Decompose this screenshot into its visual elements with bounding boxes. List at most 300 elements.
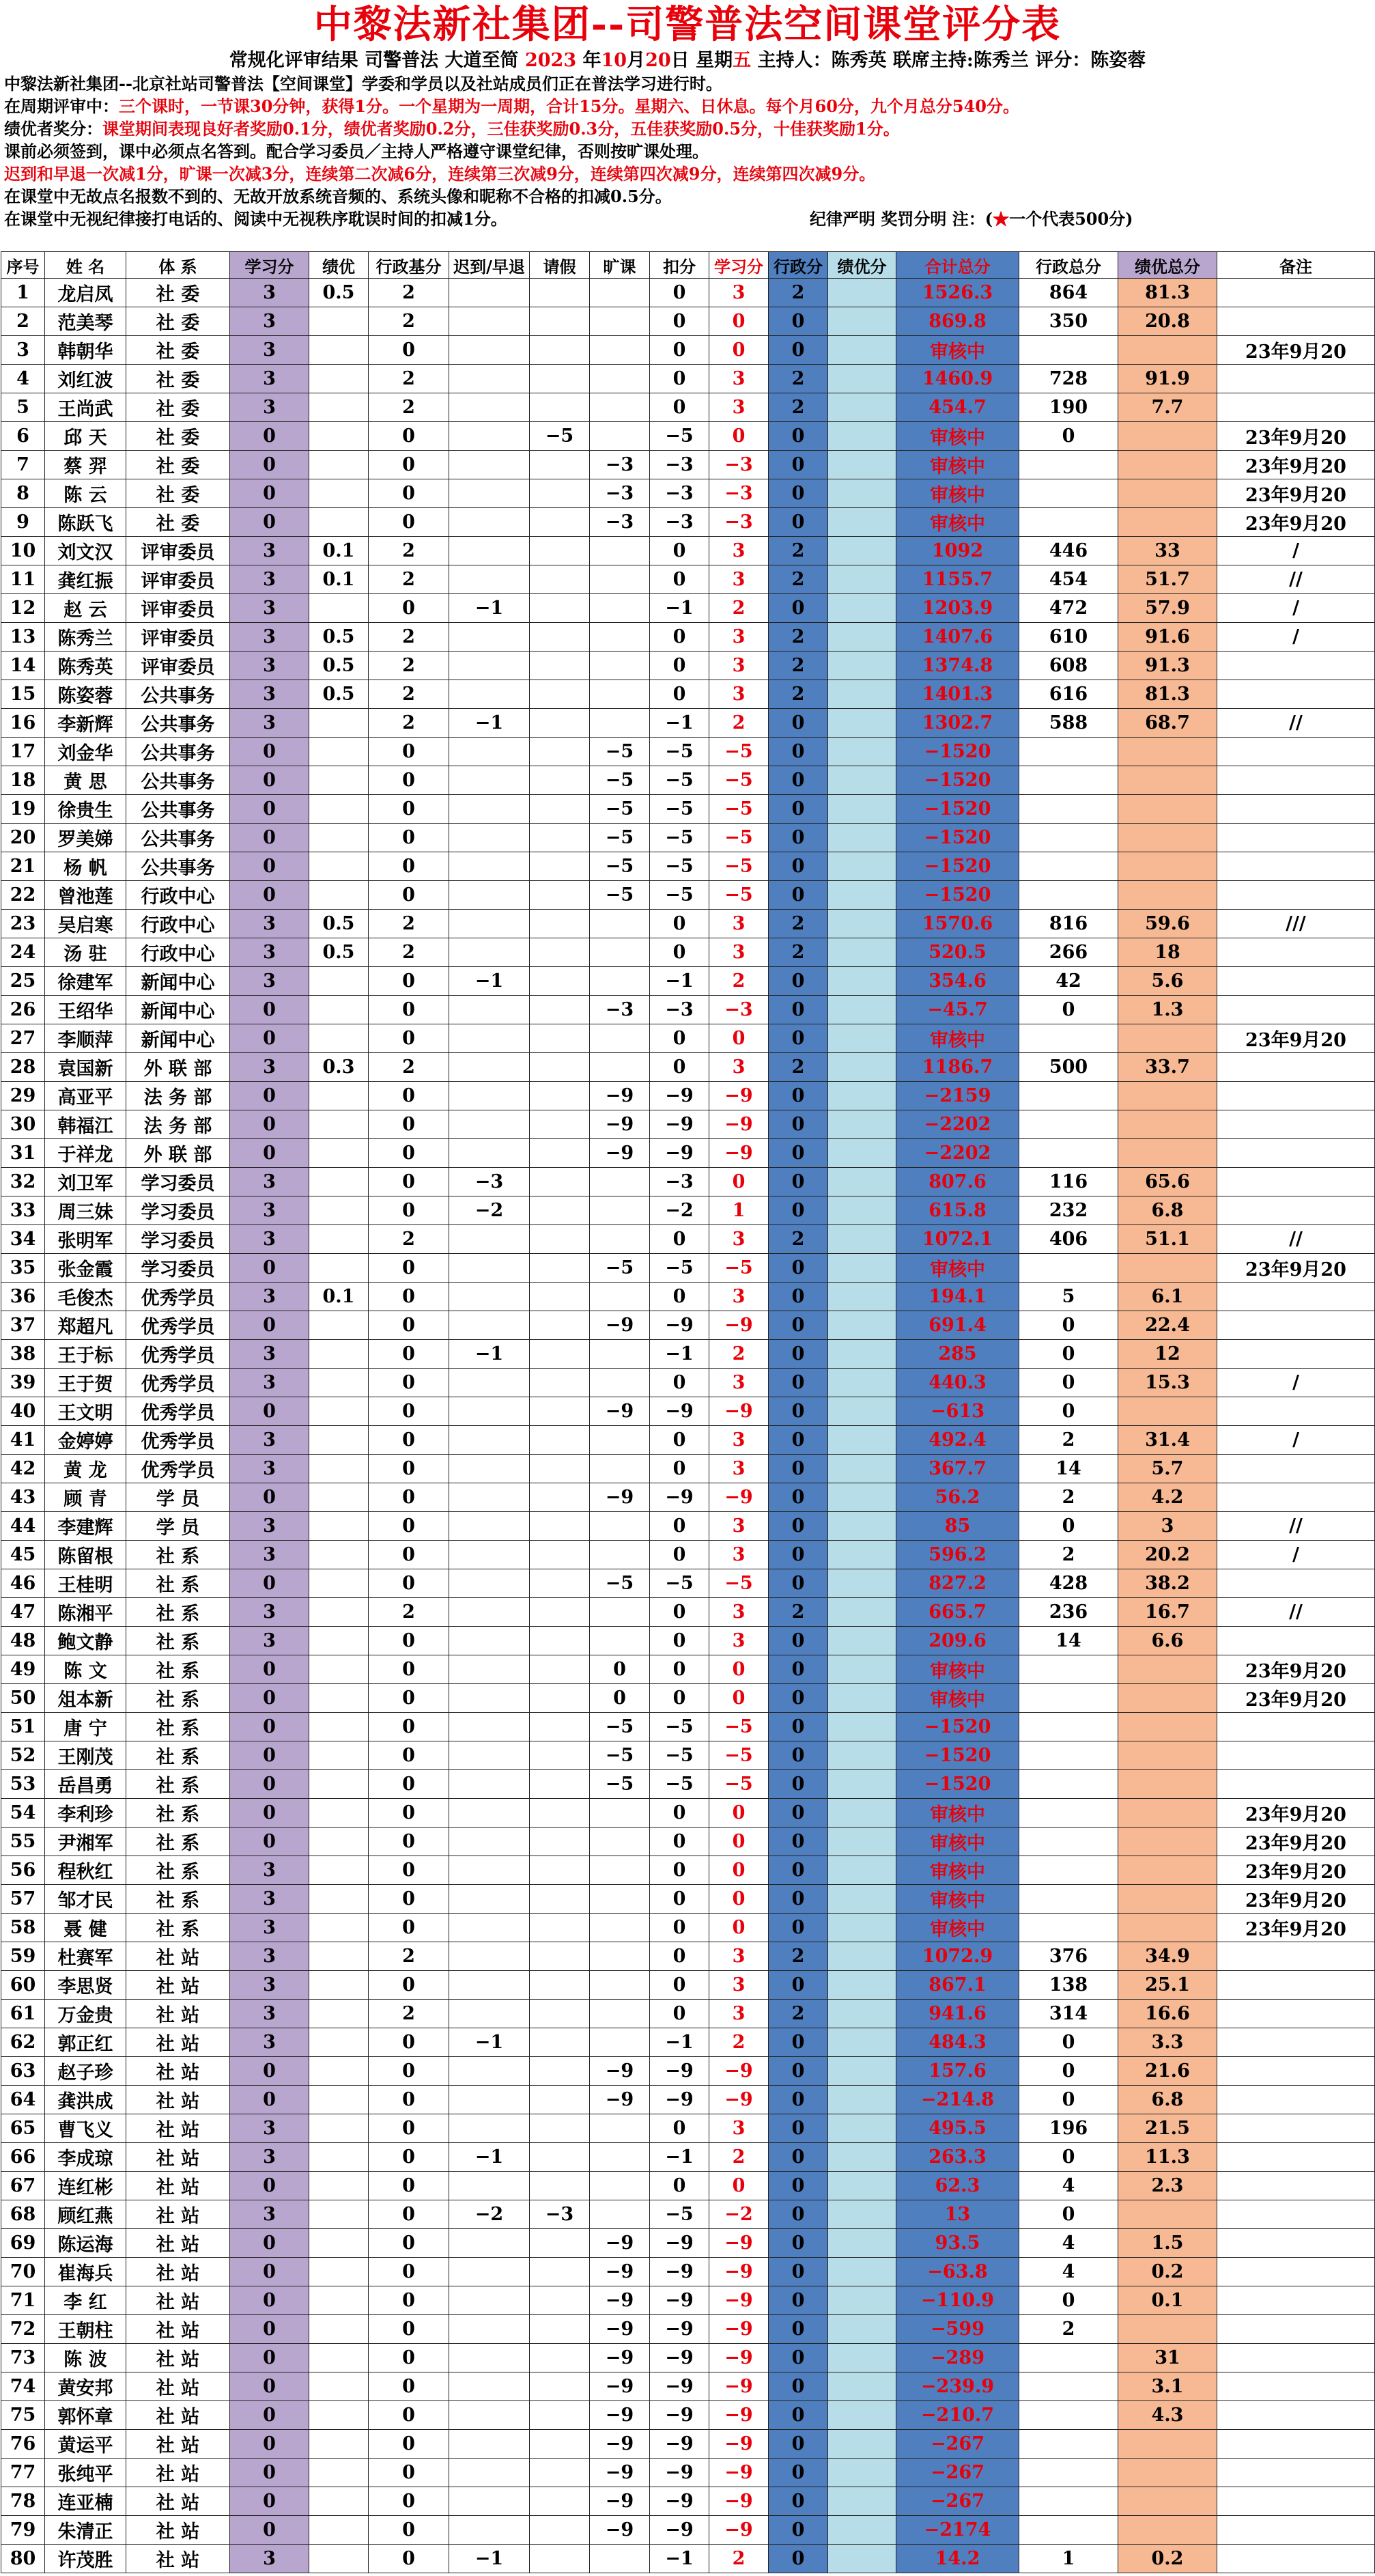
- cell-leave: [530, 2545, 590, 2573]
- cell-total: 13: [896, 2200, 1019, 2229]
- cell-study-score: 0: [230, 1024, 309, 1053]
- cell-admin-base: 0: [369, 1655, 449, 1684]
- table-row: [1, 1369, 1375, 1397]
- cell-system: 社 委: [126, 365, 230, 393]
- cell-seq: 41: [1, 1426, 45, 1455]
- cell-admin-base: 0: [369, 1971, 449, 2000]
- cell-study-points: −9: [709, 1483, 769, 1512]
- cell-admin-total: [1019, 852, 1118, 881]
- cell-seq: 42: [1, 1455, 45, 1483]
- table-row: [1, 1110, 1375, 1139]
- cell-total: 审核中: [896, 1655, 1019, 1684]
- cell-deduct: 0: [650, 565, 709, 594]
- table-row: [1, 1655, 1375, 1684]
- cell-admin-points: 0: [769, 2487, 828, 2516]
- cell-remark: [1217, 1196, 1375, 1225]
- table-row: [1, 451, 1375, 479]
- cell-merit: [309, 2229, 369, 2258]
- cell-merit-total: [1118, 1397, 1217, 1426]
- cell-seq: 38: [1, 1340, 45, 1369]
- cell-absent: −5: [590, 1254, 650, 1283]
- cell-absent: [590, 1283, 650, 1311]
- cell-name: 周三妹: [45, 1196, 126, 1225]
- cell-admin-base: 0: [369, 2028, 449, 2057]
- cell-name: 曾池莲: [45, 881, 126, 910]
- cell-admin-points: 0: [769, 2114, 828, 2143]
- table-row: [1, 537, 1375, 565]
- cell-remark: [1217, 393, 1375, 422]
- cell-merit: [309, 2344, 369, 2372]
- cell-merit-total: 16.7: [1118, 1598, 1217, 1627]
- cell-admin-base: 0: [369, 1168, 449, 1196]
- cell-study-points: 0: [709, 1914, 769, 1942]
- cell-leave: [530, 1053, 590, 1082]
- cell-merit-total: [1118, 1856, 1217, 1885]
- cell-leave: [530, 2372, 590, 2401]
- cell-merit-points: [828, 1196, 896, 1225]
- cell-system: 社 站: [126, 2516, 230, 2545]
- cell-late-early: −1: [449, 2028, 530, 2057]
- cell-seq: 67: [1, 2172, 45, 2200]
- cell-seq: 74: [1, 2372, 45, 2401]
- cell-study-points: −9: [709, 2487, 769, 2516]
- cell-study-points: 3: [709, 1426, 769, 1455]
- cell-study-score: 0: [230, 2516, 309, 2545]
- cell-leave: [530, 1971, 590, 2000]
- cell-merit-points: [828, 766, 896, 795]
- cell-seq: 22: [1, 881, 45, 910]
- cell-remark: [1217, 2487, 1375, 2516]
- cell-total: −613: [896, 1397, 1019, 1426]
- cell-leave: [530, 2459, 590, 2487]
- cell-seq: 55: [1, 1828, 45, 1856]
- table-row: [1, 1397, 1375, 1426]
- cell-admin-points: 2: [769, 537, 828, 565]
- cell-name: 李成琼: [45, 2143, 126, 2172]
- cell-admin-total: 608: [1019, 652, 1118, 680]
- cell-merit-total: 20.2: [1118, 1541, 1217, 1569]
- table-row: [1, 2286, 1375, 2315]
- cell-name: 陈运海: [45, 2229, 126, 2258]
- cell-study-score: 0: [230, 1254, 309, 1283]
- cell-total: 615.8: [896, 1196, 1019, 1225]
- cell-absent: −9: [590, 2344, 650, 2372]
- cell-study-score: 0: [230, 1569, 309, 1598]
- cell-seq: 21: [1, 852, 45, 881]
- cell-leave: [530, 1455, 590, 1483]
- cell-merit: 0.5: [309, 623, 369, 652]
- cell-deduct: 0: [650, 1655, 709, 1684]
- cell-remark: [1217, 1397, 1375, 1426]
- cell-total: 807.6: [896, 1168, 1019, 1196]
- cell-merit: [309, 1483, 369, 1512]
- cell-remark: 23年9月20: [1217, 1684, 1375, 1713]
- cell-system: 社 站: [126, 2430, 230, 2459]
- cell-remark: [1217, 1627, 1375, 1655]
- note-line-3: [4, 117, 1371, 140]
- cell-name: 朱清正: [45, 2516, 126, 2545]
- cell-merit-total: 91.9: [1118, 365, 1217, 393]
- cell-study-points: −9: [709, 2086, 769, 2114]
- cell-merit: [309, 2143, 369, 2172]
- cell-absent: −9: [590, 1483, 650, 1512]
- cell-remark: [1217, 1082, 1375, 1110]
- cell-merit-total: 51.1: [1118, 1225, 1217, 1254]
- table-row: [1, 1512, 1375, 1541]
- cell-merit-total: 91.3: [1118, 652, 1217, 680]
- cell-merit: [309, 1426, 369, 1455]
- cell-absent: [590, 1942, 650, 1971]
- cell-remark: 23年9月20: [1217, 1655, 1375, 1684]
- cell-merit-points: [828, 938, 896, 967]
- cell-merit: 0.5: [309, 279, 369, 307]
- cell-merit: [309, 1971, 369, 2000]
- cell-merit-points: [828, 2028, 896, 2057]
- cell-absent: −3: [590, 479, 650, 508]
- cell-deduct: −9: [650, 2229, 709, 2258]
- cell-name: 陈秀英: [45, 652, 126, 680]
- cell-merit-total: 31: [1118, 2344, 1217, 2372]
- cell-merit-points: [828, 1311, 896, 1340]
- cell-absent: [590, 709, 650, 738]
- cell-admin-total: [1019, 1684, 1118, 1713]
- cell-remark: [1217, 680, 1375, 709]
- cell-admin-total: 266: [1019, 938, 1118, 967]
- header-name: 姓 名: [45, 252, 126, 279]
- cell-merit-points: [828, 2516, 896, 2545]
- cell-admin-total: 454: [1019, 565, 1118, 594]
- cell-absent: 0: [590, 1684, 650, 1713]
- header-merit: 绩优: [309, 252, 369, 279]
- cell-deduct: −9: [650, 1397, 709, 1426]
- cell-admin-total: 1: [1019, 2545, 1118, 2573]
- cell-total: 157.6: [896, 2057, 1019, 2086]
- table-row: [1, 1311, 1375, 1340]
- cell-admin-points: 0: [769, 2143, 828, 2172]
- cell-seq: 7: [1, 451, 45, 479]
- cell-study-score: 3: [230, 365, 309, 393]
- cell-name: 万金贵: [45, 2000, 126, 2028]
- cell-admin-total: [1019, 1082, 1118, 1110]
- cell-merit: [309, 594, 369, 623]
- cell-absent: −5: [590, 795, 650, 824]
- cell-leave: [530, 938, 590, 967]
- cell-remark: 23年9月20: [1217, 479, 1375, 508]
- cell-remark: [1217, 1139, 1375, 1168]
- cell-seq: 29: [1, 1082, 45, 1110]
- cell-total: 审核中: [896, 1885, 1019, 1914]
- cell-admin-points: 0: [769, 738, 828, 766]
- cell-system: 社 系: [126, 1598, 230, 1627]
- cell-merit-points: [828, 2143, 896, 2172]
- cell-total: 1526.3: [896, 279, 1019, 307]
- cell-merit: [309, 1196, 369, 1225]
- cell-deduct: −3: [650, 1168, 709, 1196]
- cell-name: 李新辉: [45, 709, 126, 738]
- cell-merit-total: 7.7: [1118, 393, 1217, 422]
- cell-deduct: 0: [650, 2000, 709, 2028]
- cell-remark: [1217, 1569, 1375, 1598]
- cell-absent: [590, 537, 650, 565]
- cell-admin-total: 728: [1019, 365, 1118, 393]
- cell-seq: 32: [1, 1168, 45, 1196]
- cell-name: 俎本新: [45, 1684, 126, 1713]
- cell-study-score: 3: [230, 652, 309, 680]
- cell-absent: [590, 1856, 650, 1885]
- cell-seq: 60: [1, 1971, 45, 2000]
- cell-total: 审核中: [896, 1684, 1019, 1713]
- cell-name: 陈跃飞: [45, 508, 126, 537]
- cell-system: 社 系: [126, 1741, 230, 1770]
- cell-deduct: 0: [650, 279, 709, 307]
- cell-name: 金婷婷: [45, 1426, 126, 1455]
- cell-study-points: 0: [709, 1885, 769, 1914]
- cell-merit: [309, 738, 369, 766]
- cell-admin-base: 0: [369, 2401, 449, 2430]
- cell-admin-points: 2: [769, 393, 828, 422]
- cell-merit-total: 68.7: [1118, 709, 1217, 738]
- cell-absent: [590, 1885, 650, 1914]
- table-row: [1, 2229, 1375, 2258]
- cell-late-early: [449, 2315, 530, 2344]
- cell-study-points: 2: [709, 2143, 769, 2172]
- cell-total: 审核中: [896, 451, 1019, 479]
- cell-late-early: [449, 2286, 530, 2315]
- cell-merit: [309, 1856, 369, 1885]
- cell-merit-total: [1118, 336, 1217, 365]
- cell-seq: 1: [1, 279, 45, 307]
- cell-total: 14.2: [896, 2545, 1019, 2573]
- cell-merit-points: [828, 2430, 896, 2459]
- cell-study-score: 3: [230, 2028, 309, 2057]
- cell-admin-total: 0: [1019, 1311, 1118, 1340]
- cell-study-score: 0: [230, 2229, 309, 2258]
- table-row: [1, 1770, 1375, 1799]
- cell-admin-base: 0: [369, 1713, 449, 1741]
- cell-study-points: 0: [709, 1856, 769, 1885]
- cell-admin-base: 2: [369, 279, 449, 307]
- cell-merit: [309, 1340, 369, 1369]
- cell-admin-points: 0: [769, 1713, 828, 1741]
- cell-system: 社 系: [126, 1914, 230, 1942]
- cell-merit: [309, 2430, 369, 2459]
- cell-merit-total: 1.5: [1118, 2229, 1217, 2258]
- cell-study-score: 0: [230, 1741, 309, 1770]
- cell-study-score: 3: [230, 1053, 309, 1082]
- cell-admin-points: 0: [769, 1196, 828, 1225]
- cell-leave: [530, 652, 590, 680]
- cell-name: 罗美娣: [45, 824, 126, 852]
- cell-study-points: 0: [709, 336, 769, 365]
- cell-late-early: [449, 1311, 530, 1340]
- cell-remark: [1217, 2315, 1375, 2344]
- cell-name: 韩朝华: [45, 336, 126, 365]
- note-line-7-text: 在课堂中无视纪律接打电话的、阅读中无视秩序耽误时间的扣减1分。: [4, 209, 507, 229]
- cell-study-points: −9: [709, 2372, 769, 2401]
- cell-late-early: [449, 738, 530, 766]
- cell-merit-points: [828, 508, 896, 537]
- cell-deduct: −9: [650, 1483, 709, 1512]
- table-row: [1, 1971, 1375, 2000]
- cell-total: 审核中: [896, 479, 1019, 508]
- cell-admin-total: 2: [1019, 2315, 1118, 2344]
- cell-merit-total: 3.1: [1118, 2372, 1217, 2401]
- cell-admin-total: [1019, 1110, 1118, 1139]
- cell-total: 367.7: [896, 1455, 1019, 1483]
- cell-system: 优秀学员: [126, 1397, 230, 1426]
- cell-seq: 54: [1, 1799, 45, 1828]
- cell-deduct: −5: [650, 738, 709, 766]
- cell-name: 赵子珍: [45, 2057, 126, 2086]
- cell-admin-base: 0: [369, 1397, 449, 1426]
- cell-admin-base: 0: [369, 2516, 449, 2545]
- cell-admin-base: 0: [369, 1455, 449, 1483]
- cell-leave: [530, 2086, 590, 2114]
- cell-merit-total: 51.7: [1118, 565, 1217, 594]
- cell-study-points: 3: [709, 1455, 769, 1483]
- cell-name: 李利珍: [45, 1799, 126, 1828]
- cell-deduct: −5: [650, 1569, 709, 1598]
- cell-merit-points: [828, 2000, 896, 2028]
- cell-total: 审核中: [896, 1914, 1019, 1942]
- cell-deduct: −5: [650, 1254, 709, 1283]
- cell-seq: 71: [1, 2286, 45, 2315]
- cell-admin-points: 2: [769, 938, 828, 967]
- cell-name: 郭正红: [45, 2028, 126, 2057]
- cell-admin-base: 0: [369, 1483, 449, 1512]
- cell-system: 公共事务: [126, 824, 230, 852]
- cell-remark: //: [1217, 1225, 1375, 1254]
- cell-admin-base: 2: [369, 1942, 449, 1971]
- cell-absent: [590, 1455, 650, 1483]
- cell-merit-total: [1118, 1713, 1217, 1741]
- cell-system: 社 系: [126, 1684, 230, 1713]
- cell-merit-total: [1118, 479, 1217, 508]
- cell-system: 公共事务: [126, 766, 230, 795]
- cell-late-early: [449, 2430, 530, 2459]
- cell-total: 194.1: [896, 1283, 1019, 1311]
- cell-deduct: 0: [650, 1598, 709, 1627]
- cell-admin-base: 2: [369, 565, 449, 594]
- note-line-3-label: 绩优者奖分：: [4, 119, 102, 139]
- cell-study-points: −5: [709, 1713, 769, 1741]
- header-study-score: 学习分: [230, 252, 309, 279]
- cell-remark: [1217, 2000, 1375, 2028]
- cell-total: −63.8: [896, 2258, 1019, 2286]
- cell-merit-total: [1118, 1885, 1217, 1914]
- cell-merit-total: [1118, 1684, 1217, 1713]
- cell-merit-total: 6.1: [1118, 1283, 1217, 1311]
- cell-admin-points: 0: [769, 2372, 828, 2401]
- cell-remark: [1217, 1053, 1375, 1082]
- cell-late-early: −3: [449, 1168, 530, 1196]
- cell-system: 社 站: [126, 2000, 230, 2028]
- table-row: [1, 1024, 1375, 1053]
- cell-deduct: −1: [650, 2143, 709, 2172]
- cell-remark: [1217, 881, 1375, 910]
- cell-admin-base: 2: [369, 709, 449, 738]
- cell-merit-total: [1118, 1110, 1217, 1139]
- cell-total: −110.9: [896, 2286, 1019, 2315]
- cell-late-early: [449, 2000, 530, 2028]
- cell-remark: [1217, 738, 1375, 766]
- cell-remark: [1217, 1741, 1375, 1770]
- cell-absent: [590, 680, 650, 709]
- cell-merit-points: [828, 709, 896, 738]
- cell-study-points: −9: [709, 2401, 769, 2430]
- cell-study-score: 3: [230, 1455, 309, 1483]
- cell-admin-total: [1019, 1799, 1118, 1828]
- cell-merit-points: [828, 1799, 896, 1828]
- cell-admin-total: [1019, 1770, 1118, 1799]
- cell-admin-base: 0: [369, 2344, 449, 2372]
- cell-study-points: 3: [709, 910, 769, 938]
- cell-leave: [530, 1512, 590, 1541]
- cell-merit-total: 5.6: [1118, 967, 1217, 996]
- cell-admin-base: 0: [369, 738, 449, 766]
- cell-leave: [530, 1627, 590, 1655]
- table-row: [1, 996, 1375, 1024]
- table-row: [1, 652, 1375, 680]
- cell-late-early: [449, 1598, 530, 1627]
- cell-merit-total: [1118, 1799, 1217, 1828]
- cell-merit-total: 22.4: [1118, 1311, 1217, 1340]
- cell-admin-total: 4: [1019, 2172, 1118, 2200]
- cell-study-score: 0: [230, 996, 309, 1024]
- cell-merit: 0.5: [309, 938, 369, 967]
- cell-late-early: −1: [449, 1340, 530, 1369]
- cell-late-early: [449, 680, 530, 709]
- cell-system: 社 站: [126, 2459, 230, 2487]
- cell-deduct: 0: [650, 1053, 709, 1082]
- cell-remark: [1217, 996, 1375, 1024]
- cell-merit-points: [828, 1655, 896, 1684]
- cell-remark: [1217, 2114, 1375, 2143]
- cell-system: 学 员: [126, 1512, 230, 1541]
- cell-admin-points: 0: [769, 1684, 828, 1713]
- cell-absent: −5: [590, 824, 650, 852]
- cell-name: 龚洪成: [45, 2086, 126, 2114]
- cell-study-score: 0: [230, 2315, 309, 2344]
- cell-admin-base: 2: [369, 938, 449, 967]
- cell-admin-base: 0: [369, 881, 449, 910]
- cell-late-early: [449, 852, 530, 881]
- cell-admin-base: 0: [369, 2459, 449, 2487]
- cell-late-early: [449, 2372, 530, 2401]
- cell-seq: 44: [1, 1512, 45, 1541]
- cell-seq: 18: [1, 766, 45, 795]
- cell-study-points: −9: [709, 2459, 769, 2487]
- cell-name: 王于标: [45, 1340, 126, 1369]
- cell-merit-points: [828, 1426, 896, 1455]
- cell-study-points: 0: [709, 422, 769, 451]
- cell-admin-total: 116: [1019, 1168, 1118, 1196]
- cell-merit-total: 91.6: [1118, 623, 1217, 652]
- cell-name: 黄安邦: [45, 2372, 126, 2401]
- cell-system: 社 委: [126, 422, 230, 451]
- cell-absent: [590, 1541, 650, 1569]
- cell-total: 审核中: [896, 1024, 1019, 1053]
- cell-seq: 25: [1, 967, 45, 996]
- cell-admin-points: 2: [769, 652, 828, 680]
- cell-system: 社 系: [126, 1799, 230, 1828]
- cell-remark: //: [1217, 1512, 1375, 1541]
- cell-late-early: [449, 1655, 530, 1684]
- cell-merit: [309, 1311, 369, 1340]
- cell-admin-base: 0: [369, 2258, 449, 2286]
- cell-study-points: 3: [709, 279, 769, 307]
- cell-total: 495.5: [896, 2114, 1019, 2143]
